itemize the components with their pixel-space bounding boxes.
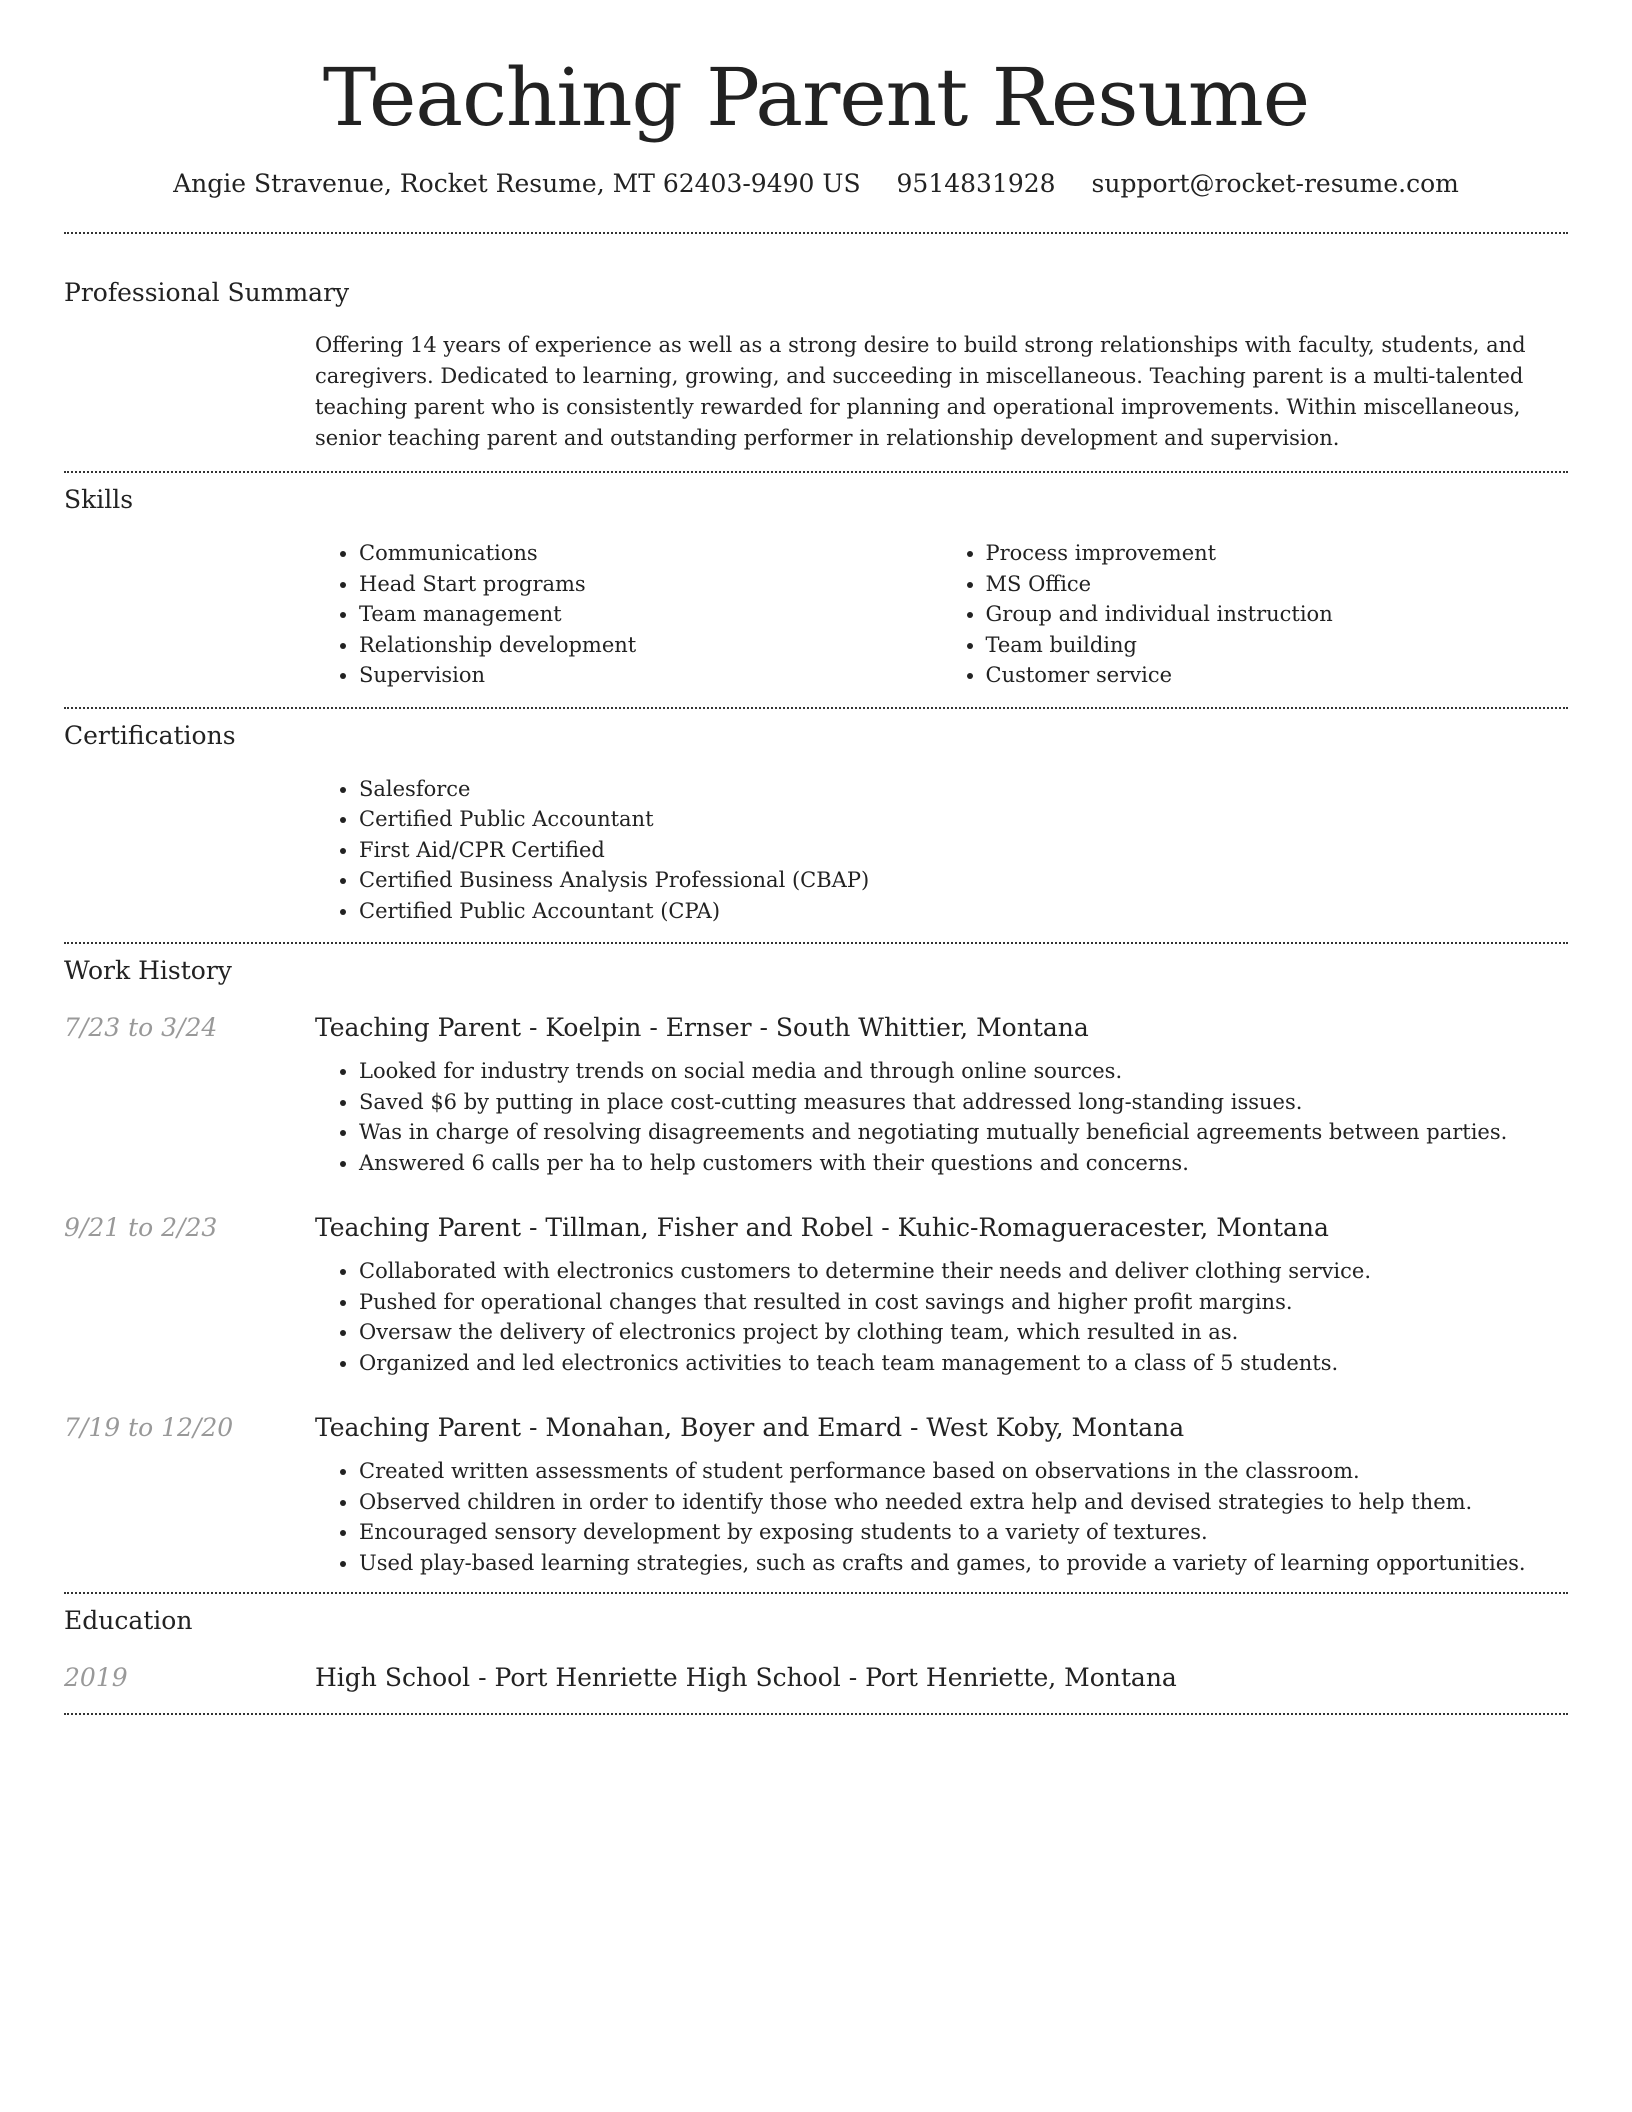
list-item: • Customer service xyxy=(986,660,1569,691)
certifications-section xyxy=(64,709,1568,927)
list-item: • Collaborated with electronics customers to determine their needs and deliver clothing service. xyxy=(359,1256,1568,1287)
list-item: • Certified Public Accountant xyxy=(359,804,1568,835)
summary-text: Offering 14 years of experience as well as a strong desire to build strong relationships with faculty, students, and caregivers. Dedicated to learning, growing, and succeeding in miscellaneous. Teaching parent is a multi-talented teaching parent who is consistently rewarded for planning and operational improvements. Within miscellaneous, senior teaching parent and outstanding performer in relationship development and supervision. xyxy=(315,333,1526,450)
summary-heading: Professional Summary xyxy=(64,278,350,307)
list-item: • Certified Public Accountant (CPA) xyxy=(359,896,1568,927)
contact-line xyxy=(64,166,1568,202)
list-item: • Team building xyxy=(986,630,1569,661)
list-item: • Encouraged sensory development by exposing students to a variety of textures. xyxy=(359,1517,1568,1548)
skills-section xyxy=(64,473,1568,691)
list-item: • Used play-based learning strategies, such as crafts and games, to provide a variety of learning opportunities. xyxy=(359,1548,1568,1579)
list-item: • Process improvement xyxy=(986,538,1569,569)
job-dates: 9/21 to 2/23 xyxy=(64,1213,218,1242)
list-item: • Salesforce xyxy=(359,774,1568,805)
job-entry xyxy=(64,1411,1568,1578)
skills-list-right xyxy=(942,538,1569,691)
list-item: • Observed children in order to identify those who needed extra help and devised strategies to help them. xyxy=(359,1487,1568,1518)
work-history-heading: Work History xyxy=(64,956,232,985)
education-title: High School - Port Henriette High School - Port Henriette, Montana xyxy=(315,1663,1177,1692)
job-title: Teaching Parent - Tillman, Fisher and Robel - Kuhic-Romagueracester, Montana xyxy=(315,1213,1329,1242)
education-section xyxy=(64,1594,1568,1695)
job-entry xyxy=(64,1011,1568,1178)
list-item: • Head Start programs xyxy=(359,569,942,600)
contact-email: support@rocket-resume.com xyxy=(1091,169,1459,198)
job-dates: 7/23 to 3/24 xyxy=(64,1013,218,1042)
list-item: • Looked for industry trends on social media and through online sources. xyxy=(359,1056,1568,1087)
list-item: • Created written assessments of student performance based on observations in the classroom. xyxy=(359,1456,1568,1487)
page-title: Teaching Parent Resume xyxy=(322,51,1310,144)
list-item: • Organized and led electronics activities to teach team management to a class of 5 students. xyxy=(359,1348,1568,1379)
contact-address: Angie Stravenue, Rocket Resume, MT 62403-9490 US xyxy=(173,169,861,198)
list-item: • Certified Business Analysis Professional (CBAP) xyxy=(359,865,1568,896)
resume-page xyxy=(64,0,1568,1715)
list-item: • First Aid/CPR Certified xyxy=(359,835,1568,866)
list-item: • Team management xyxy=(359,599,942,630)
job-title: Teaching Parent - Koelpin - Ernser - South Whittier, Montana xyxy=(315,1013,1089,1042)
certifications-heading: Certifications xyxy=(64,720,236,750)
list-item: • Saved $6 by putting in place cost-cutting measures that addressed long-standing issues. xyxy=(359,1087,1568,1118)
list-item: • Oversaw the delivery of electronics project by clothing team, which resulted in as. xyxy=(359,1317,1568,1348)
list-item: • Supervision xyxy=(359,660,942,691)
job-title: Teaching Parent - Monahan, Boyer and Emard - West Koby, Montana xyxy=(315,1413,1185,1442)
list-item: • Answered 6 calls per ha to help customers with their questions and concerns. xyxy=(359,1148,1568,1179)
list-item: • Relationship development xyxy=(359,630,942,661)
work-history-section xyxy=(64,944,1568,1578)
job-bullets xyxy=(315,1256,1568,1378)
skills-list-left xyxy=(315,538,942,691)
list-item: • Was in charge of resolving disagreements and negotiating mutually beneficial agreements between parties. xyxy=(359,1117,1568,1148)
skills-heading: Skills xyxy=(64,485,134,514)
education-entry xyxy=(64,1661,1568,1695)
education-heading: Education xyxy=(64,1606,193,1635)
job-bullets xyxy=(315,1056,1568,1178)
contact-phone: 9514831928 xyxy=(896,169,1056,198)
list-item: • Pushed for operational changes that resulted in cost savings and higher profit margins. xyxy=(359,1287,1568,1318)
job-bullets xyxy=(315,1456,1568,1578)
list-item: • Group and individual instruction xyxy=(986,599,1569,630)
job-entry xyxy=(64,1211,1568,1378)
certifications-list xyxy=(315,774,1568,927)
divider xyxy=(64,1713,1568,1715)
education-year: 2019 xyxy=(64,1663,128,1692)
list-item: • MS Office xyxy=(986,569,1569,600)
job-dates: 7/19 to 12/20 xyxy=(64,1413,234,1442)
list-item: • Communications xyxy=(359,538,942,569)
summary-section xyxy=(64,234,1568,454)
